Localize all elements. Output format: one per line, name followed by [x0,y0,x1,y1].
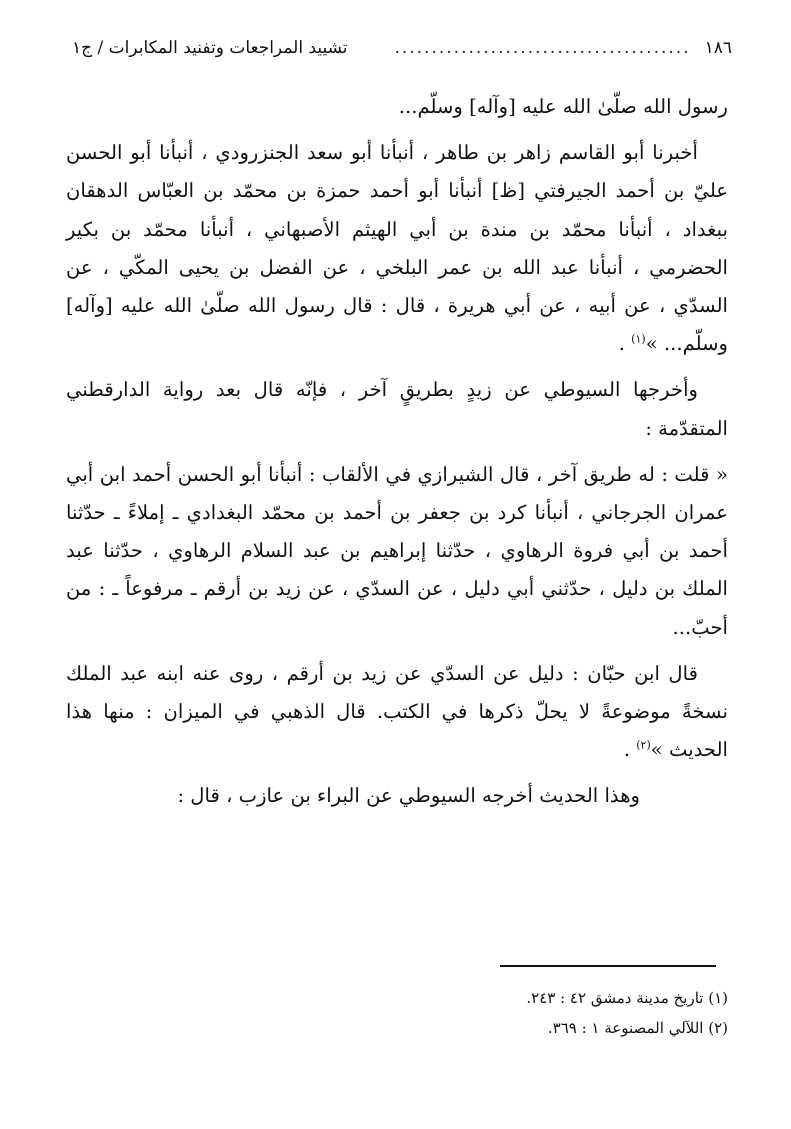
footnote-separator [500,965,716,967]
footnote-2: (٢) اللآلي المصنوعة ١ : ٣٦٩. [547,1019,728,1037]
main-text [66,88,728,816]
paragraph-6: وهذا الحديث أخرجه السيوطي عن البراء بن عازب ، قال : [177,784,640,808]
running-header [72,34,732,62]
footnotes [300,983,728,1043]
paragraph-2-end: . [618,332,625,356]
header-dot-leader: ........................................ [394,38,691,58]
paragraph-5-end: . [623,738,630,762]
page-number: ١٨٦ [704,38,732,58]
paragraph-5 [66,655,728,770]
paragraph-3: وأخرجها السيوطي عن زيدٍ بطريقٍ آخر ، فإنّه قال بعد رواية الدارقطني المتقدّمة : [66,378,728,440]
paragraph-1: رسول الله صلّىٰ الله عليه [وآله] وسلّم... [398,95,728,118]
paragraph-5-text: قال ابن حبّان : دليل عن السدّي عن زيد بن أرقم ، روى عنه ابنه عبد الملك نسخةً موضوعةً لا يحلّ ذكرها في الكتب. قال الذهبي في الميزان : منها هذا الحديث » [66,661,728,762]
paragraph-2-text: أخبرنا أبو القاسم زاهر بن طاهر ، أنبأنا أبو سعد الجنزرودي ، أنبأنا أبو الحسن عليّ بن أحمد الجيرفتي [ظ] أنبأنا أبو أحمد حمزة بن محمّد بن العبّاس الدهقان ببغداد ، أنبأنا محمّد بن مندة بن أبي الهيثم الأصبهاني ، أنبأنا محمّد بن بكير الحضرمي ، أنبأنا عبد الله بن عمر البلخي ، عن الفضل بن يحيى المكّي ، عن السدّي ، عن أبيه ، عن أبي هريرة ، قال : قال رسول الله صلّىٰ الله عليه [وآله] وسلّم... » [66,141,728,356]
paragraph-2 [66,134,728,363]
footnote-ref-2: (٢) [636,738,651,752]
footnote-ref-1: (١) [631,332,646,346]
book-title: تشييد المراجعات وتفنيد المكابرات / ج١ [72,38,348,58]
footnote-1: (١) تاريخ مدينة دمشق ٤٢ : ٢٤٣. [526,989,728,1007]
header-rule [72,66,732,67]
paragraph-4: « قلت : له طريق آخر ، قال الشيرازي في الألقاب : أنبأنا أبو الحسن أحمد ابن أبي عمران الجرجاني ، أنبأنا كرد بن جعفر بن أحمد بن محمّد البغدادي ـ إملاءً ـ حدّثنا أحمد بن أبي فروة الرهاوي ، حدّثنا إبراهيم بن عبد السلام الرهاوي ، حدّثنا عبد الملك بن دليل ، حدّثني أبي دليل ، عن السدّي ، عن زيد بن أرقم ـ مرفوعاً ـ : من أحبّ... [66,462,728,639]
